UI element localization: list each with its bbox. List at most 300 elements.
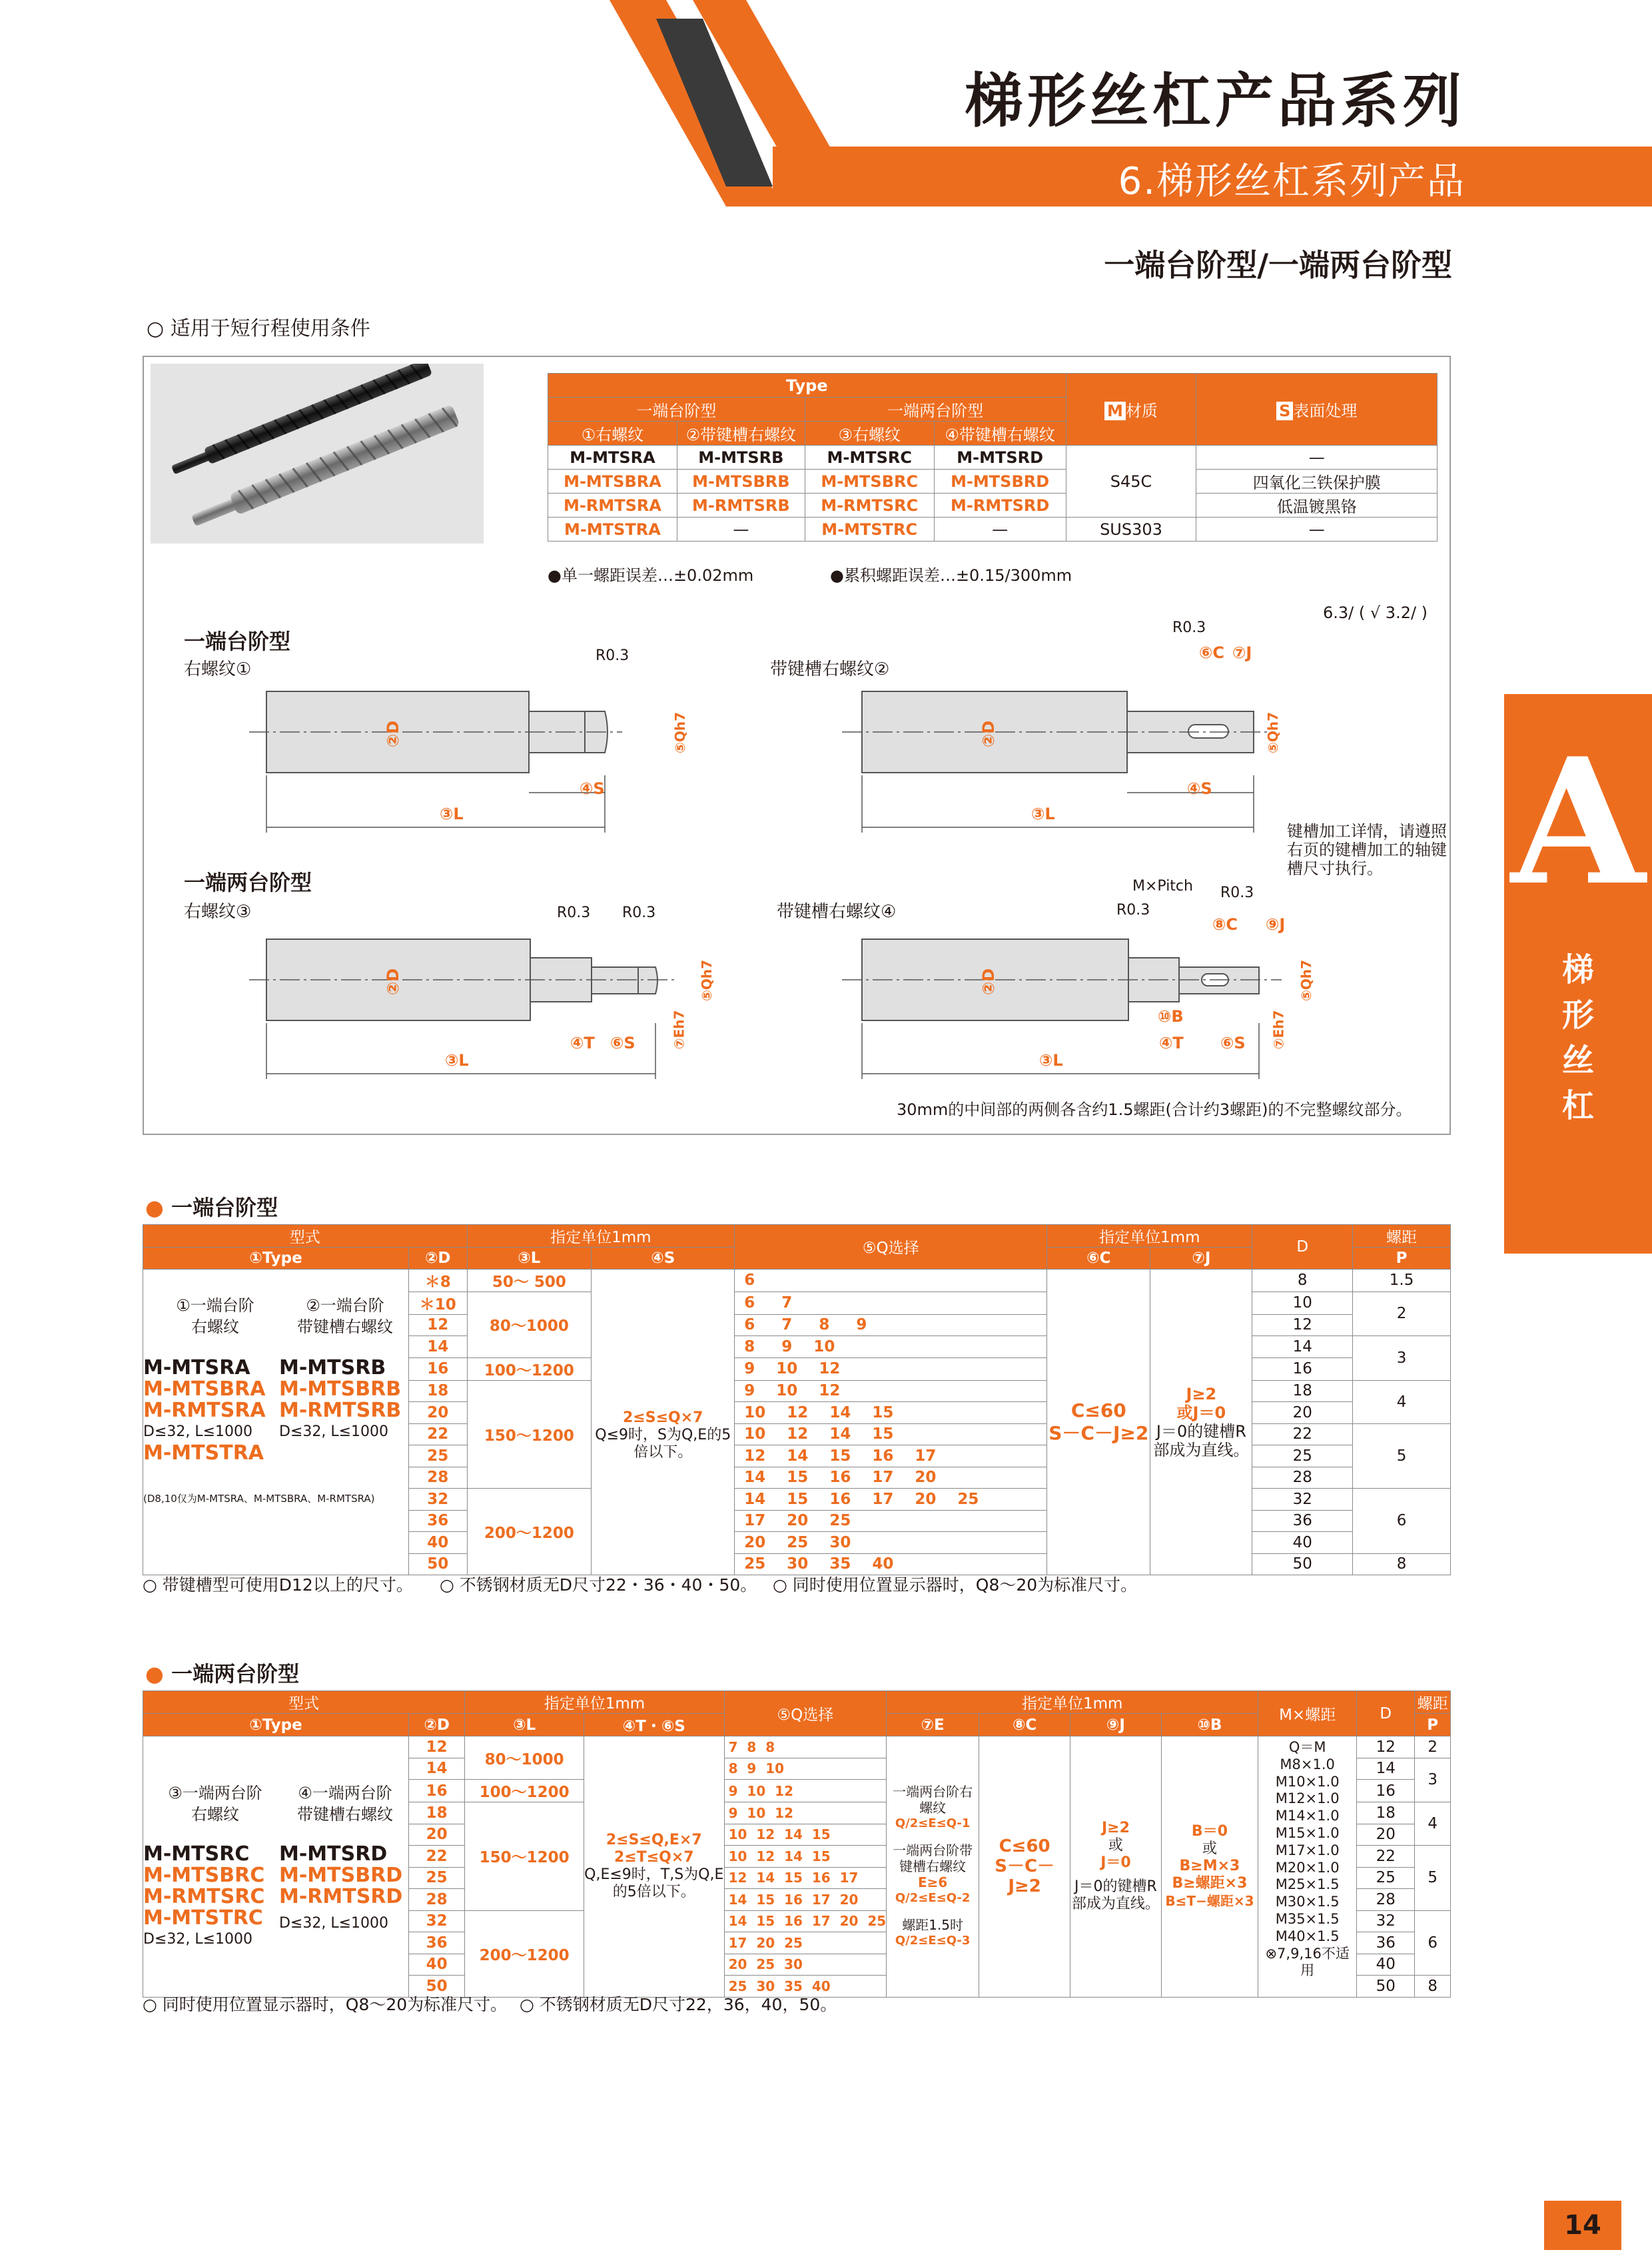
side-char: 杠 bbox=[1561, 1087, 1594, 1124]
dcol-value: 22 bbox=[1357, 1846, 1415, 1868]
cumulative-tolerance-note: ●累积螺距误差…±0.15/300mm bbox=[830, 566, 1072, 585]
radius-label: R0.3 bbox=[596, 647, 629, 664]
ts-rule2: 2≤T≤Q×7 bbox=[614, 1849, 694, 1866]
d-value: 40 bbox=[409, 1532, 468, 1554]
col-header: P bbox=[1415, 1714, 1451, 1736]
e-rule: Q/2≤E≤Q-3 bbox=[895, 1934, 971, 1948]
dim-l-label: ③L bbox=[1031, 805, 1055, 823]
pitch-tolerance-note: ●单一螺距误差…±0.02mm bbox=[548, 566, 754, 585]
surface-badge: S bbox=[1276, 402, 1293, 420]
table-cell: M-MTSRD bbox=[934, 446, 1066, 470]
m-value: M20×1.0 bbox=[1275, 1859, 1340, 1876]
model-code: M-MTSBRC bbox=[143, 1864, 265, 1888]
col-header: 指定单位1mm bbox=[465, 1691, 724, 1714]
page-number: 14 bbox=[1544, 2201, 1621, 2250]
dim-q-label: ⑤Qh7 bbox=[1298, 959, 1315, 1002]
keyway-note: 键槽加工详情，请遵照右页的键槽加工的轴键槽尺寸执行。 bbox=[1287, 822, 1447, 878]
q-value: 9 10 12 bbox=[724, 1780, 887, 1802]
table-cell: M-RMTSRB bbox=[677, 494, 805, 518]
table-row bbox=[548, 494, 1438, 518]
sub-header: ②带键槽右螺纹 bbox=[677, 422, 805, 446]
roughness-symbol: 6.3/ ( √ 3.2/ ) bbox=[1323, 603, 1428, 622]
header-decoration bbox=[0, 0, 839, 206]
pitch-value: 5 bbox=[1415, 1846, 1451, 1911]
d-value: 36 bbox=[409, 1510, 468, 1532]
b-rule: B≥螺距×3 bbox=[1172, 1875, 1248, 1892]
dim-s-label: ④S bbox=[580, 779, 605, 798]
type-caption: ④一端两台阶 带键槽右螺纹 bbox=[297, 1784, 393, 1824]
d-value: 32 bbox=[409, 1489, 468, 1511]
q-value: 6 7 8 9 bbox=[735, 1314, 1047, 1336]
table-cell: M-MTSRB bbox=[677, 446, 805, 470]
table-cell: SUS303 bbox=[1066, 518, 1196, 542]
c-rule: C≤60 bbox=[999, 1836, 1050, 1857]
e-note: 螺距1.5时 bbox=[902, 1917, 964, 1934]
pitch-value: 6 bbox=[1353, 1489, 1451, 1554]
model-limit: D≤32, L≤1000 bbox=[143, 1931, 253, 1948]
l-value: 200～1200 bbox=[467, 1489, 592, 1575]
l-value: 100～1200 bbox=[467, 1357, 592, 1380]
sub-header: ④带键槽右螺纹 bbox=[934, 422, 1066, 446]
j-note: J＝0的键槽R部成为直线。 bbox=[1153, 1421, 1250, 1459]
col-header: ②D bbox=[409, 1248, 468, 1270]
col-header: ⑦J bbox=[1150, 1248, 1252, 1270]
dim-q-label: ⑤Qh7 bbox=[1265, 711, 1282, 754]
table-cell: — bbox=[1196, 518, 1438, 542]
section1-note: ○ 带键槽型可使用D12以上的尺寸。 bbox=[143, 1575, 413, 1595]
m-value: M17×1.0 bbox=[1275, 1842, 1340, 1858]
pitch-value: 3 bbox=[1353, 1336, 1451, 1381]
dim-d-label: ②D bbox=[384, 968, 403, 996]
dim-l-label: ③L bbox=[1039, 1051, 1063, 1070]
c-rule: C≤60 bbox=[1070, 1399, 1126, 1421]
drawing1-subtitle: 右螺纹① bbox=[184, 659, 252, 679]
dim-s-label: ④S bbox=[1187, 779, 1212, 798]
model-code: M-MTSRD bbox=[279, 1842, 388, 1866]
dcol-value: 8 bbox=[1252, 1269, 1353, 1292]
material-badge: M bbox=[1104, 402, 1126, 420]
section2-table bbox=[143, 1691, 1451, 1998]
model-code: M-MTSBRD bbox=[279, 1864, 403, 1888]
radius-label: R0.3 bbox=[1116, 902, 1150, 919]
q-value: 10 12 14 15 bbox=[735, 1423, 1047, 1445]
table-cell: M-RMTSRC bbox=[805, 494, 934, 518]
d-value: 40 bbox=[409, 1954, 465, 1976]
pitch-value: 1.5 bbox=[1353, 1269, 1451, 1292]
table-cell: — bbox=[1196, 446, 1438, 470]
col-header: M×螺距 bbox=[1258, 1691, 1357, 1736]
dim-e-label: ⑦Eh7 bbox=[1270, 1010, 1287, 1050]
pitch-value: 6 bbox=[1415, 1910, 1451, 1976]
dcol-value: 28 bbox=[1252, 1467, 1353, 1489]
section1-heading bbox=[145, 1191, 278, 1222]
j-rule2: J＝0 bbox=[1100, 1854, 1131, 1872]
table-cell: M-MTSRA bbox=[548, 446, 677, 470]
col-header: 螺距 bbox=[1353, 1225, 1451, 1248]
m-value: M25×1.5 bbox=[1275, 1876, 1340, 1893]
d-value: 36 bbox=[409, 1932, 465, 1954]
table-row bbox=[548, 446, 1438, 470]
model-code: M-RMTSRB bbox=[279, 1398, 402, 1422]
table-row bbox=[548, 518, 1438, 542]
dcol-value: 16 bbox=[1357, 1780, 1415, 1802]
table-cell: 低温镀黑铬 bbox=[1196, 494, 1438, 518]
q-value: 8 9 10 bbox=[724, 1758, 887, 1780]
col-header: ⑤Q选择 bbox=[724, 1691, 887, 1736]
model-limit: D≤32, L≤1000 bbox=[279, 1915, 389, 1932]
j-rule2: 或J＝0 bbox=[1176, 1403, 1226, 1422]
col-header: ④T・⑥S bbox=[584, 1714, 724, 1736]
d-value: 32 bbox=[409, 1910, 465, 1932]
drawing1-title: 一端台阶型 bbox=[184, 629, 291, 654]
dcol-value: 40 bbox=[1252, 1532, 1353, 1554]
dcol-value: 12 bbox=[1252, 1314, 1353, 1336]
model-limit: D≤32, L≤1000 bbox=[279, 1423, 389, 1440]
pitch-value: 8 bbox=[1415, 1976, 1451, 1998]
q-value: 12 14 15 16 17 bbox=[724, 1867, 887, 1889]
model-limit: D≤32, L≤1000 bbox=[143, 1423, 253, 1440]
d-value: 14 bbox=[409, 1758, 465, 1780]
c-rule-cell bbox=[979, 1736, 1070, 1998]
col-header: ⑨J bbox=[1070, 1714, 1161, 1736]
side-tab-text bbox=[1504, 947, 1652, 1128]
page-subtitle: 6.梯形丝杠系列产品 bbox=[1118, 160, 1465, 203]
dcol-value: 10 bbox=[1252, 1292, 1353, 1314]
radius-label: R0.3 bbox=[1220, 885, 1254, 901]
col-header: 指定单位1mm bbox=[1047, 1225, 1252, 1248]
dim-q-label: ⑤Qh7 bbox=[672, 711, 689, 754]
m-value: M40×1.5 bbox=[1275, 1928, 1340, 1944]
col-header: ⑧C bbox=[979, 1714, 1070, 1736]
drawing2-subtitle: 带键槽右螺纹② bbox=[770, 659, 890, 679]
model-code: M-MTSBRA bbox=[143, 1377, 266, 1401]
m-value: M10×1.0 bbox=[1275, 1773, 1340, 1790]
ts-rule: 2≤S≤Q,E×7 bbox=[606, 1832, 702, 1849]
side-tab-letter: A bbox=[1511, 721, 1645, 924]
col-header: ⑩B bbox=[1161, 1714, 1258, 1736]
d-value: 18 bbox=[409, 1380, 468, 1402]
col-header: D bbox=[1252, 1225, 1353, 1270]
col-header: ④S bbox=[592, 1248, 735, 1270]
dim-t-label: ④T bbox=[1159, 1034, 1184, 1052]
radius-label: R0.3 bbox=[622, 905, 656, 921]
table-cell: 四氧化三铁保护膜 bbox=[1196, 470, 1438, 494]
m-values-cell bbox=[1258, 1736, 1357, 1998]
s-note: Q≤9时，S为Q,E的5倍以下。 bbox=[595, 1426, 731, 1461]
model-code: M-MTSBRB bbox=[279, 1377, 402, 1401]
dcol-value: 40 bbox=[1357, 1954, 1415, 1976]
q-value: 14 15 16 17 20 bbox=[724, 1889, 887, 1911]
material-header bbox=[1066, 374, 1196, 446]
sub-header: ③右螺纹 bbox=[805, 422, 934, 446]
b-rule-cell bbox=[1161, 1736, 1258, 1998]
section1-table bbox=[143, 1224, 1451, 1575]
dim-d-label: ②D bbox=[384, 720, 403, 748]
b-rule: B＝0 bbox=[1191, 1823, 1228, 1840]
col-header: P bbox=[1353, 1248, 1451, 1270]
pitch-value: 4 bbox=[1415, 1802, 1451, 1846]
dcol-value: 16 bbox=[1252, 1357, 1353, 1380]
dcol-value: 20 bbox=[1357, 1824, 1415, 1846]
q-value: 9 10 12 bbox=[735, 1380, 1047, 1402]
d-value: 22 bbox=[409, 1423, 468, 1445]
table-cell: — bbox=[677, 518, 805, 542]
q-value: 6 7 bbox=[735, 1292, 1047, 1314]
ts-note: Q,E≤9时，T,S为Q,E的5倍以下。 bbox=[584, 1866, 724, 1901]
ts-rule-cell bbox=[584, 1736, 724, 1998]
section2-note: ○ 同时使用位置显示器时，Q8～20为标准尺寸。 bbox=[143, 1995, 508, 2014]
l-value: 200～1200 bbox=[465, 1910, 584, 1997]
b-rule: B≤T−螺距×3 bbox=[1165, 1893, 1254, 1910]
dim-c-label: ⑧C bbox=[1212, 915, 1238, 934]
d-value: 20 bbox=[409, 1824, 465, 1846]
table-cell: S45C bbox=[1066, 446, 1196, 518]
side-char: 丝 bbox=[1561, 1042, 1594, 1079]
dcol-value: 28 bbox=[1357, 1889, 1415, 1911]
table-cell: M-MTSTRA bbox=[548, 518, 677, 542]
drawing3-title: 一端两台阶型 bbox=[184, 870, 312, 895]
pitch-value: 3 bbox=[1415, 1758, 1451, 1802]
col-header: 螺距 bbox=[1415, 1691, 1451, 1714]
table-cell: — bbox=[934, 518, 1066, 542]
d-value: 25 bbox=[409, 1867, 465, 1889]
q-value: 12 14 15 16 17 bbox=[735, 1445, 1047, 1467]
dcol-value: 12 bbox=[1357, 1736, 1415, 1758]
model-code: M-MTSRB bbox=[279, 1355, 386, 1379]
q-value: 14 15 16 17 20 25 bbox=[724, 1910, 887, 1932]
d-value: ＊8 bbox=[409, 1269, 468, 1292]
table-cell: M-RMTSRA bbox=[548, 494, 677, 518]
dim-d-label: ②D bbox=[979, 968, 999, 996]
dim-s-label: ⑥S bbox=[610, 1034, 635, 1052]
condition-note: ○ 适用于短行程使用条件 bbox=[147, 317, 370, 340]
b-rule: B≥M×3 bbox=[1179, 1858, 1240, 1875]
model-code: M-MTSTRA bbox=[143, 1441, 264, 1465]
type-material-table bbox=[548, 373, 1438, 542]
e-note: 一端两台阶右螺纹 bbox=[893, 1784, 973, 1816]
bullet-icon: ● bbox=[145, 1195, 164, 1220]
j-note: J＝0的键槽R部成为直线。 bbox=[1071, 1878, 1160, 1913]
col-header: D bbox=[1357, 1691, 1415, 1736]
b-or: 或 bbox=[1202, 1840, 1217, 1858]
q-value: 20 25 30 bbox=[724, 1954, 887, 1976]
dcol-value: 20 bbox=[1252, 1402, 1353, 1424]
e-rule-cell bbox=[887, 1736, 979, 1998]
type-caption: ②一端台阶 带键槽右螺纹 bbox=[297, 1296, 393, 1336]
table-cell: M-MTSRC bbox=[805, 446, 934, 470]
sub-header: ①右螺纹 bbox=[548, 422, 677, 446]
q-value: 10 12 14 15 bbox=[724, 1846, 887, 1868]
l-value: 150～1200 bbox=[467, 1380, 592, 1489]
table-cell: M-MTSBRB bbox=[677, 470, 805, 494]
col-header: ⑥C bbox=[1047, 1248, 1150, 1270]
q-value: 20 25 30 bbox=[735, 1532, 1047, 1554]
d-value: 18 bbox=[409, 1802, 465, 1824]
pitch-value: 2 bbox=[1415, 1736, 1451, 1758]
col-header: 指定单位1mm bbox=[887, 1691, 1258, 1714]
q-value: 17 20 25 bbox=[735, 1510, 1047, 1532]
surface-label: 表面处理 bbox=[1293, 402, 1358, 420]
dcol-value: 36 bbox=[1252, 1510, 1353, 1532]
l-value: 80～1000 bbox=[465, 1736, 584, 1780]
m-value: M8×1.0 bbox=[1280, 1756, 1335, 1772]
m-value: M30×1.5 bbox=[1275, 1894, 1340, 1910]
type-header: Type bbox=[548, 374, 1066, 398]
c-rule-cell bbox=[1047, 1269, 1150, 1575]
col-header: ⑦E bbox=[887, 1714, 979, 1736]
q-value: 9 10 12 bbox=[735, 1357, 1047, 1380]
d-value: 25 bbox=[409, 1445, 468, 1467]
side-char: 梯 bbox=[1561, 951, 1594, 988]
e-rule: E≥6 bbox=[917, 1874, 948, 1891]
table-cell: M-RMTSRD bbox=[934, 494, 1066, 518]
j-rule-cell bbox=[1150, 1269, 1252, 1575]
type-caption: ③一端两台阶 右螺纹 bbox=[168, 1784, 262, 1824]
dcol-value: 25 bbox=[1252, 1445, 1353, 1467]
l-value: 80～1000 bbox=[467, 1292, 592, 1357]
q-value: 14 15 16 17 20 25 bbox=[735, 1489, 1047, 1511]
col-header: ①Type bbox=[143, 1248, 409, 1270]
m-value: ⊗7,9,16不适用 bbox=[1265, 1945, 1350, 1979]
c-rule2: S－C－J≥2 bbox=[1048, 1421, 1149, 1444]
d-value: 28 bbox=[409, 1889, 465, 1911]
j-rule-cell bbox=[1070, 1736, 1161, 1998]
e-note: 一端两台阶带键槽右螺纹 bbox=[893, 1842, 973, 1875]
q-value: 14 15 16 17 20 bbox=[735, 1467, 1047, 1489]
model-code: M-RMTSRC bbox=[143, 1885, 265, 1909]
side-char: 形 bbox=[1561, 996, 1594, 1034]
section-title: 一端台阶型/一端两台阶型 bbox=[1104, 247, 1452, 283]
dcol-value: 25 bbox=[1357, 1867, 1415, 1889]
m-value: M12×1.0 bbox=[1275, 1790, 1340, 1807]
d-value: 20 bbox=[409, 1402, 468, 1424]
type-models-cell bbox=[143, 1269, 409, 1575]
m-value: M15×1.0 bbox=[1275, 1824, 1340, 1841]
dcol-value: 18 bbox=[1252, 1380, 1353, 1402]
section2-title: 一端两台阶型 bbox=[171, 1661, 300, 1687]
dcol-value: 14 bbox=[1357, 1758, 1415, 1780]
d-value: 14 bbox=[409, 1336, 468, 1358]
d-value: 22 bbox=[409, 1846, 465, 1868]
q-value: 7 8 8 bbox=[724, 1736, 887, 1758]
dcol-value: 50 bbox=[1252, 1553, 1353, 1575]
surface-header bbox=[1196, 374, 1438, 446]
q-value: 25 30 35 40 bbox=[724, 1976, 887, 1998]
d-value: 50 bbox=[409, 1553, 468, 1575]
s-rule: 2≤S≤Q×7 bbox=[623, 1409, 703, 1426]
side-tab bbox=[1504, 694, 1652, 1254]
radius-label: R0.3 bbox=[557, 905, 591, 921]
d-value: 50 bbox=[409, 1976, 465, 1998]
q-value: 6 bbox=[735, 1269, 1047, 1292]
l-value: 100～1200 bbox=[465, 1780, 584, 1802]
d-value: 28 bbox=[409, 1467, 468, 1489]
col-header: ①Type bbox=[143, 1714, 409, 1736]
radius-label: R0.3 bbox=[1172, 619, 1206, 636]
j-or: 或 bbox=[1108, 1837, 1123, 1854]
j-rule: J≥2 bbox=[1101, 1820, 1130, 1837]
q-value: 10 12 14 15 bbox=[735, 1402, 1047, 1424]
dcol-value: 14 bbox=[1252, 1336, 1353, 1358]
table-row bbox=[548, 470, 1438, 494]
q-value: 25 30 35 40 bbox=[735, 1553, 1047, 1575]
pitch-value: 5 bbox=[1353, 1423, 1451, 1489]
col-header: ⑤Q选择 bbox=[735, 1225, 1047, 1270]
dcol-value: 32 bbox=[1357, 1910, 1415, 1932]
col-header: 型式 bbox=[143, 1225, 468, 1248]
m-value: Q＝M bbox=[1288, 1739, 1326, 1755]
model-code: M-MTSRC bbox=[143, 1842, 250, 1866]
dim-c-label: ⑥C bbox=[1199, 643, 1224, 662]
model-code: M-MTSTRC bbox=[143, 1906, 263, 1930]
pitch-value: 4 bbox=[1353, 1380, 1451, 1423]
q-value: 9 10 12 bbox=[724, 1802, 887, 1824]
q-value: 8 9 10 bbox=[735, 1336, 1047, 1358]
col-header: ②D bbox=[409, 1714, 465, 1736]
section2-note: ○ 不锈钢材质无D尺寸22，36，40，50。 bbox=[520, 1995, 837, 2014]
col-header: ③L bbox=[465, 1714, 584, 1736]
section1-note: ○ 同时使用位置显示器时，Q8～20为标准尺寸。 bbox=[773, 1575, 1138, 1595]
table-cell: M-MTSTRC bbox=[805, 518, 934, 542]
dim-j-label: ⑦J bbox=[1232, 643, 1252, 662]
material-label: 材质 bbox=[1125, 402, 1158, 420]
d-value: ＊10 bbox=[409, 1292, 468, 1314]
c-rule2: S－C－J≥2 bbox=[995, 1856, 1055, 1897]
model-code: M-MTSRA bbox=[143, 1355, 250, 1379]
bullet-icon: ● bbox=[145, 1661, 164, 1687]
d-value: 16 bbox=[409, 1780, 465, 1802]
dim-l-label: ③L bbox=[440, 805, 464, 823]
section1-title: 一端台阶型 bbox=[171, 1195, 278, 1220]
dcol-value: 50 bbox=[1357, 1976, 1415, 1998]
j-rule: J≥2 bbox=[1186, 1384, 1217, 1403]
group1-header: 一端台阶型 bbox=[548, 398, 805, 422]
model-code: M-RMTSRA bbox=[143, 1398, 266, 1422]
section1-note: ○ 不锈钢材质无D尺寸22・36・40・50。 bbox=[440, 1575, 757, 1595]
s-rule-cell bbox=[592, 1269, 735, 1575]
dim-b-label: ⑩B bbox=[1158, 1007, 1184, 1026]
e-rule: Q/2≤E≤Q-1 bbox=[895, 1816, 971, 1831]
dim-s-label: ⑥S bbox=[1220, 1034, 1246, 1052]
dim-e-label: ⑦Eh7 bbox=[671, 1010, 687, 1050]
dim-j-label: ⑨J bbox=[1266, 915, 1286, 934]
l-value: 150～1200 bbox=[465, 1802, 584, 1911]
d-note: (D8,10仅为M-MTSRA、M-MTSBRA、M-RMTSRA) bbox=[143, 1492, 375, 1505]
thread-note: 30mm的中间部的两侧各含约1.5螺距(合计约3螺距)的不完整螺纹部分。 bbox=[897, 1100, 1412, 1119]
group2-header: 一端两台阶型 bbox=[805, 398, 1066, 422]
dim-q-label: ⑤Qh7 bbox=[699, 959, 715, 1002]
page-title: 梯形丝杠产品系列 bbox=[964, 67, 1465, 135]
d-value: 12 bbox=[409, 1736, 465, 1758]
table-cell: M-MTSBRC bbox=[805, 470, 934, 494]
table-cell: M-MTSBRA bbox=[548, 470, 677, 494]
dcol-value: 22 bbox=[1252, 1423, 1353, 1445]
col-header: 指定单位1mm bbox=[467, 1225, 735, 1248]
drawing3-subtitle: 右螺纹③ bbox=[184, 902, 252, 922]
product-photo bbox=[151, 364, 484, 544]
dcol-value: 36 bbox=[1357, 1932, 1415, 1954]
screw-photo-image bbox=[151, 364, 484, 544]
thread-label: M×Pitch bbox=[1132, 878, 1193, 895]
q-value: 17 20 25 bbox=[724, 1932, 887, 1954]
dcol-value: 18 bbox=[1357, 1802, 1415, 1824]
dim-t-label: ④T bbox=[570, 1034, 595, 1052]
model-code: M-RMTSRD bbox=[279, 1885, 403, 1909]
type-models-cell bbox=[143, 1736, 409, 1998]
section2-heading bbox=[145, 1657, 299, 1688]
type-caption: ①一端台阶 右螺纹 bbox=[176, 1296, 254, 1336]
drawing4-subtitle: 带键槽右螺纹④ bbox=[777, 902, 897, 922]
